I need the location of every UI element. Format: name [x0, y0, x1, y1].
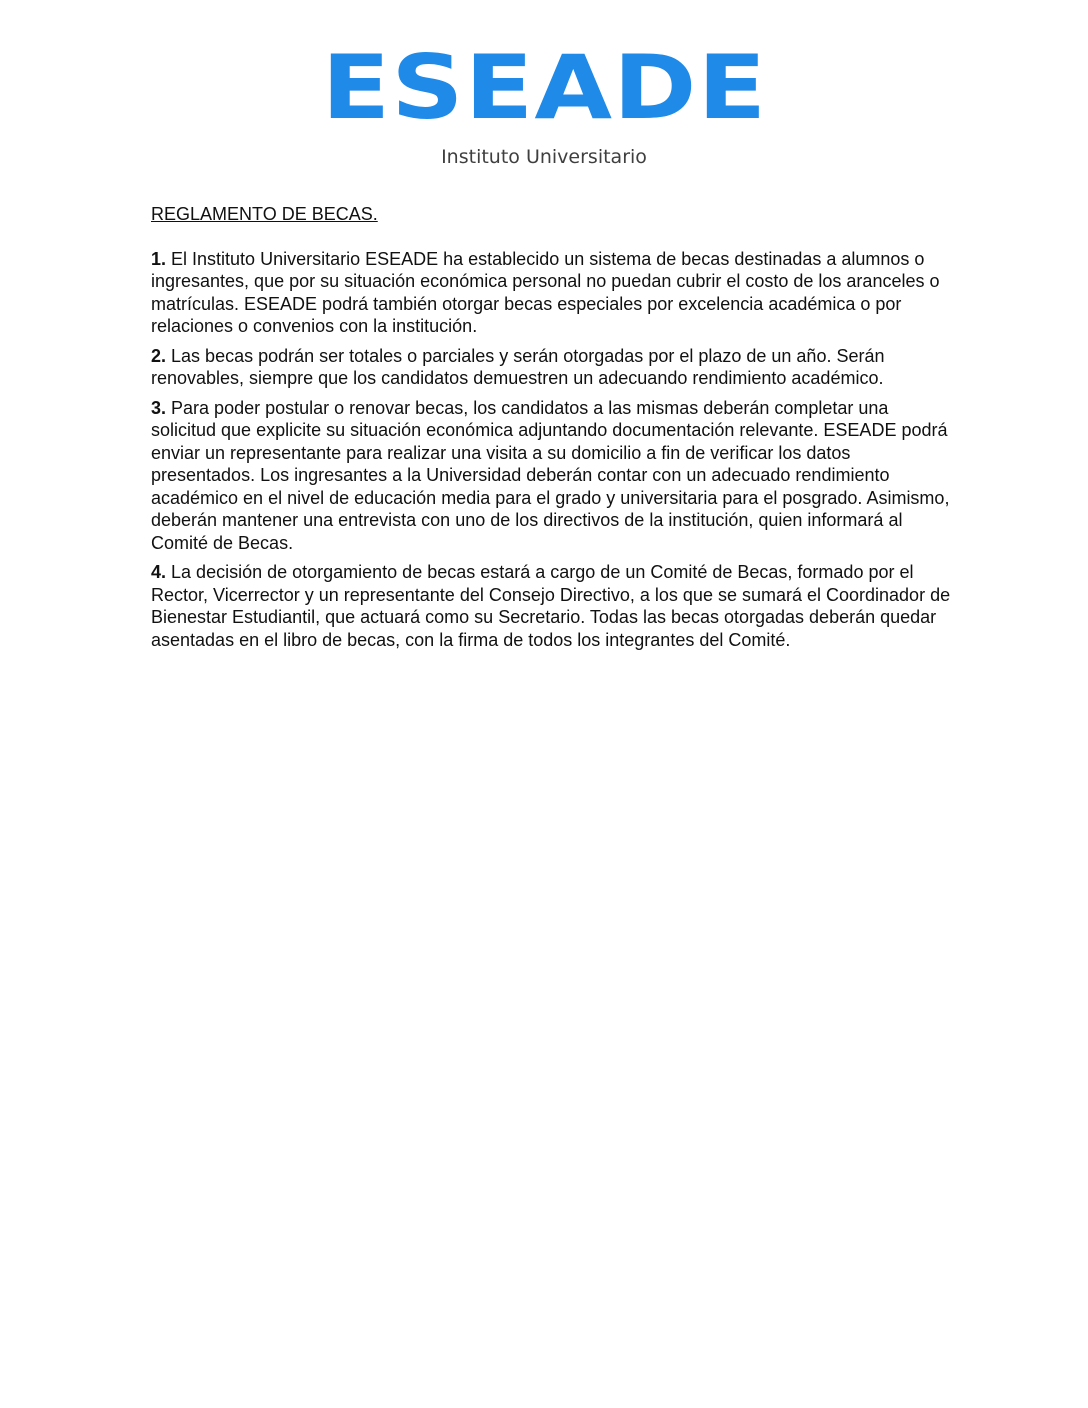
document-body	[151, 203, 951, 658]
clause-text: La decisión de otorgamiento de becas estará a cargo de un Comité de Becas, formado por el Rector, Vicerrector y un representante del Consejo Directivo, a los que se sumará el Coordinador de Bienestar Estudiantil, que actuará como su Secretario. Todas las becas otorgadas deberán quedar asentadas en el libro de becas, con la firma de todos los integrantes del Comité.	[151, 562, 951, 650]
clause-number: 1.	[151, 248, 167, 269]
clause-number: 3.	[151, 397, 167, 418]
logo-wordmark: ESEADE	[321, 36, 767, 139]
clause-number: 2.	[151, 345, 167, 366]
clause-4	[151, 561, 951, 651]
logo-subtitle: Instituto Universitario	[441, 146, 647, 168]
clause-3	[151, 397, 951, 555]
eseade-logo	[0, 36, 1088, 168]
clause-text: El Instituto Universitario ESEADE ha establecido un sistema de becas destinadas a alumnos o ingresantes, que por su situación económica personal no puedan cubrir el costo de los aranceles o matrículas. ESEADE podrá también otorgar becas especiales por excelencia académica o por relaciones o convenios con la institución.	[151, 248, 940, 336]
clause-1	[151, 248, 951, 338]
clause-text: Las becas podrán ser totales o parciales y serán otorgadas por el plazo de un año. Serán renovables, siempre que los candidatos demuestren un adecuando rendimiento académico.	[151, 345, 885, 388]
clause-2	[151, 345, 951, 390]
clause-text: Para poder postular o renovar becas, los candidatos a las mismas deberán completar una solicitud que explicite su situación económica adjuntando documentación relevante. ESEADE podrá enviar un representante para realizar una visita a su domicilio a fin de verificar los datos presentados. Los ingresantes a la Universidad deberán contar con un adecuado rendimiento académico en el nivel de educación media para el grado y universitaria para el posgrado. Asimismo, deberán mantener una entrevista con uno de los directivos de la institución, quien informará al Comité de Becas.	[151, 397, 950, 553]
document-title: REGLAMENTO DE BECAS.	[151, 204, 378, 224]
clause-number: 4.	[151, 562, 167, 582]
